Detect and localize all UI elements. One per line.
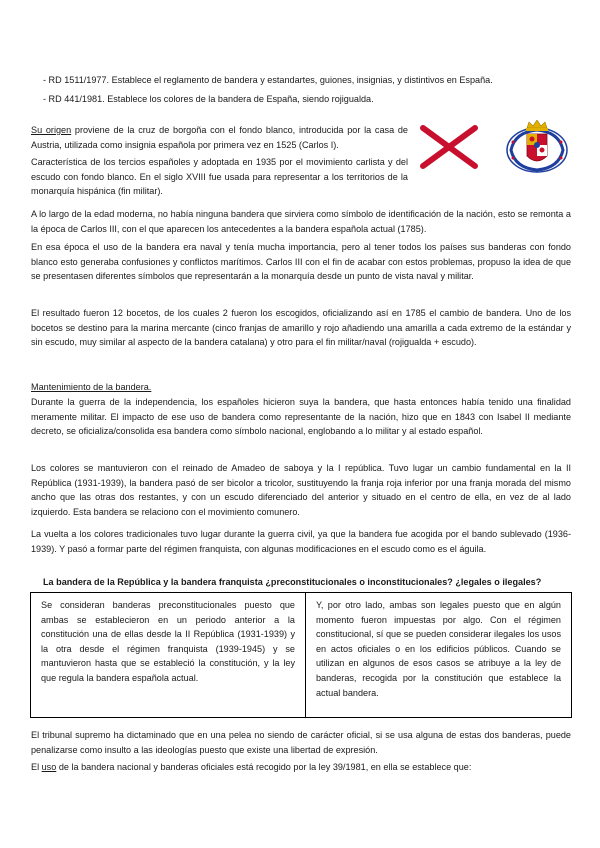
royal-coat-of-arms-image	[505, 120, 569, 176]
uso-paragraph	[31, 760, 571, 775]
comparison-table	[30, 592, 572, 718]
origen-lead: Su origen	[31, 125, 72, 135]
bocetos-paragraph: El resultado fueron 12 bocetos, de los cuales 2 fueron los escogidos, oficializando así en 1785 el cambio de bandera. Uno de los bocetos se destino para la marina mercante (cinco franjas de amarillo y rojo añadiendo una amarilla a cada extremo de la estándar y sin escudo, muy similar al aspecto de la bandera catalana) y otro para el fin militar/naval (rojigualda + escudo).	[31, 308, 571, 348]
mantenimiento-paragraph-3: La vuelta a los colores tradicionales tuvo lugar durante la guerra civil, ya que la bandera fue acogida por el bando sublevado (1936-1939). Y pasó a formar parte del régimen franquista, con algunas modificaciones en el escudo como es el águila.	[31, 529, 571, 554]
edad-moderna-paragraph: A lo largo de la edad moderna, no había ninguna bandera que sirviera como símbolo de identificación de la nación, esto se remonta a la época de Carlos III, con el que aparecen los antecedentes a la bandera española actual (1785).	[31, 209, 571, 234]
table-row	[31, 593, 572, 718]
mantenimiento-paragraph-2: Los colores se mantuvieron con el reinado de Amadeo de saboya y la I república. Tuvo lugar un cambio fundamental en la II República (1931-1939), la bandera pasó de ser bicolor a tricolor, sustituyendo la franja roja inferior por una franja morada del mismo ancho que las otras dos restantes, y con un escudo diferenciado del anterior y situado en el centro de ella, en vez de al lado izquierdo. Esta bandera se relaciono con el movimiento comunero.	[31, 463, 571, 517]
mantenimiento-paragraph-1: Durante la guerra de la independencia, los españoles hicieron suya la bandera, que hasta entonces había tenido una finalidad meramente militar. El impacto de ese uso de bandera como representante de la nación, hizo que en 1843 con Isabel II mediante decreto, se oficializa/consolida esa bandera como símbolo nacional, englobando a lo militar y al estado español.	[31, 397, 571, 437]
list-item-rd-441: - RD 441/1981. Establece los colores de la bandera de España, siendo rojigualda.	[43, 94, 374, 104]
cross-of-burgundy-flag-image	[417, 124, 481, 170]
list-item-rd-1511: - RD 1511/1977. Establece el reglamento de bandera y estandartes, guiones, insignias, y distintivos en España.	[43, 75, 493, 85]
mantenimiento-heading: Mantenimiento de la bandera.	[31, 382, 152, 392]
uso-text-post: de la bandera nacional y banderas oficiales está recogido por la ley 39/1981, en ella se establece que:	[56, 762, 472, 772]
origen-text-1: proviene de la cruz de borgoña con el fondo blanco, introducida por la casa de Austria, utilizada como insignia española por primera vez en 1525 (Carlos I).	[31, 125, 408, 150]
tribunal-paragraph: El tribunal supremo ha dictaminado que en una pelea no siendo de carácter oficial, si se usa alguna de estas dos banderas, puede penalizarse como insulto a las ideologías puesto que existe una libertad de expresión.	[31, 730, 571, 755]
uso-text-pre: El	[31, 762, 42, 772]
naval-paragraph: En esa época el uso de la bandera era naval y tenía mucha importancia, pero al tener todos los países sus banderas con fondo blanco esto generaba confusiones y conflictos marítimos. Carlos III con el fin de acabar con estos problemas, propuso la idea de que se presentasen diferentes símbolos que representarán a la monarquía desde un punto de vista naval y militar.	[31, 242, 571, 282]
table-cell-legales: Y, por otro lado, ambas son legales puesto que en algún momento fueron impuestas por algo. Con el régimen constitucional, sí que se pueden considerar ilegales los usos en actos oficiales o en los edificios públicos. Cuando se utilizan en algunos de esos casos se atribuye a la ley de banderas, recogida por la constitución que establece la actual bandera.	[306, 593, 572, 718]
table-cell-preconstitucionales: Se consideran banderas preconstitucionales puesto que ambas se establecieron en un periodo anterior a la constitución una de ellas desde la II República (1931-1939) y la otra desde el régimen franquista (1939-1945) y se mantuvieron hasta que se estableció la constitución, y la ley que regula la bandera española actual.	[31, 593, 306, 718]
origen-paragraph-2: Característica de los tercios españoles y adoptada en 1935 por el movimiento carlista y del escudo con fondo blanco. En el siglo XVIII fue usada para representar a los territorios de la monarquía hispánica (fin militar).	[31, 157, 408, 197]
uso-word: uso	[41, 762, 57, 772]
origen-paragraph-1	[31, 123, 408, 152]
question-heading: La bandera de la República y la bandera franquista ¿preconstitucionales o inconstitucionales? ¿legales o ilegales?	[43, 577, 542, 587]
